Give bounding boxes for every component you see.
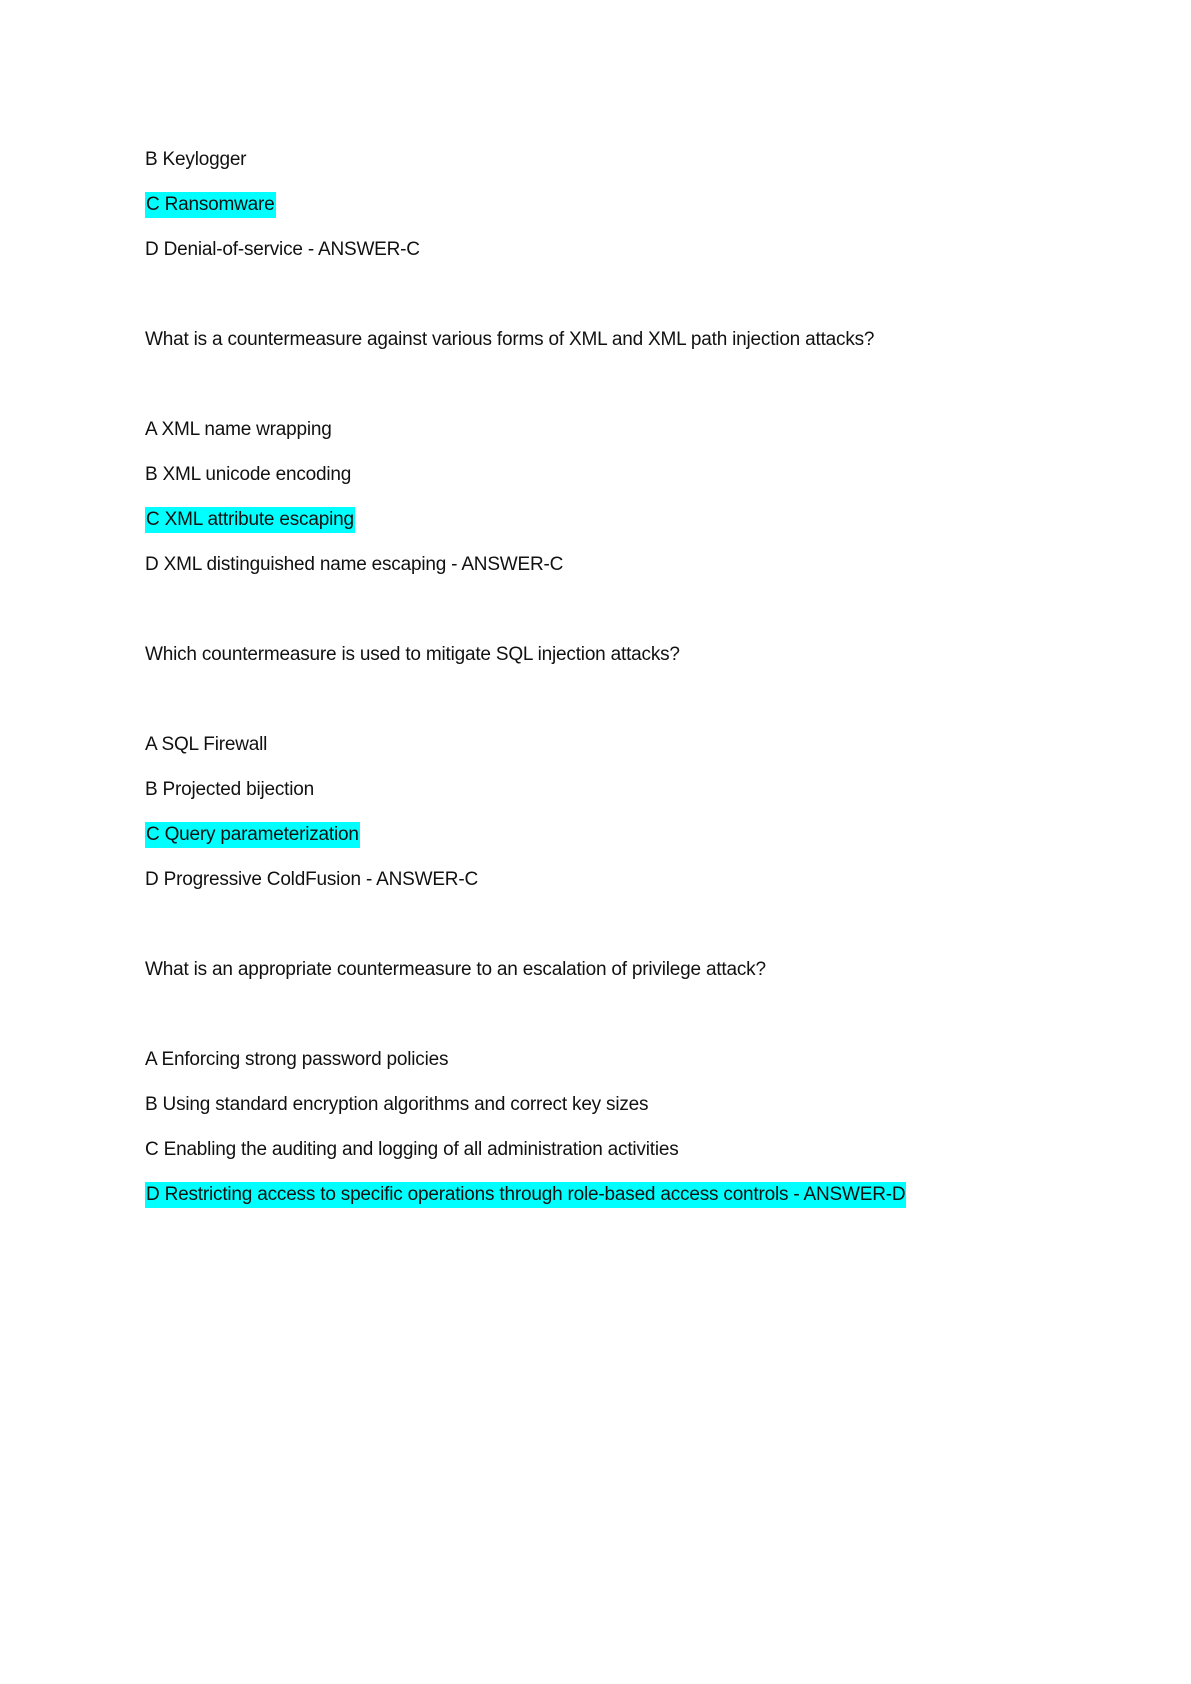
answer-option-text: B Projected bijection <box>145 779 315 800</box>
answer-option-text: C Enabling the auditing and logging of all administration activities <box>145 1139 679 1160</box>
answer-option <box>145 417 332 443</box>
answer-option <box>145 462 351 488</box>
highlighted-answer-text: D Restricting access to specific operations through role-based access controls - ANSWER-D <box>145 1182 906 1208</box>
answer-option-text: B XML unicode encoding <box>145 464 352 485</box>
question-text <box>145 327 874 353</box>
question-text-content: What is a countermeasure against various forms of XML and XML path injection attacks? <box>145 329 875 350</box>
question-text-content: What is an appropriate countermeasure to an escalation of privilege attack? <box>145 959 766 980</box>
answer-option-with-key <box>145 867 478 893</box>
highlighted-answer-text: C XML attribute escaping <box>145 507 355 533</box>
question-text-content: Which countermeasure is used to mitigate SQL injection attacks? <box>145 644 680 665</box>
question-text <box>145 957 766 983</box>
answer-option-text: B Keylogger <box>145 149 247 170</box>
answer-option-text: A SQL Firewall <box>145 734 268 755</box>
answer-option-correct <box>145 507 355 533</box>
answer-option <box>145 777 314 803</box>
answer-option-text: D Progressive ColdFusion - ANSWER-C <box>145 869 478 890</box>
answer-option-text: A XML name wrapping <box>145 419 332 440</box>
answer-option-correct <box>145 1182 906 1208</box>
highlighted-answer-text: C Query parameterization <box>145 822 360 848</box>
highlighted-answer-text: C Ransomware <box>145 192 276 218</box>
answer-option-with-key <box>145 237 420 263</box>
answer-option-text: A Enforcing strong password policies <box>145 1049 449 1070</box>
answer-option <box>145 1092 648 1118</box>
answer-option-correct <box>145 822 360 848</box>
answer-option <box>145 732 267 758</box>
answer-option-text: D Denial-of-service - ANSWER-C <box>145 239 420 260</box>
answer-option-with-key <box>145 552 563 578</box>
answer-option-correct <box>145 192 276 218</box>
answer-option <box>145 1047 448 1073</box>
answer-option-text: D XML distinguished name escaping - ANSWER-C <box>145 554 564 575</box>
answer-option <box>145 1137 679 1163</box>
answer-option-text: B Using standard encryption algorithms and correct key sizes <box>145 1094 649 1115</box>
answer-option <box>145 147 246 173</box>
question-text <box>145 642 680 668</box>
